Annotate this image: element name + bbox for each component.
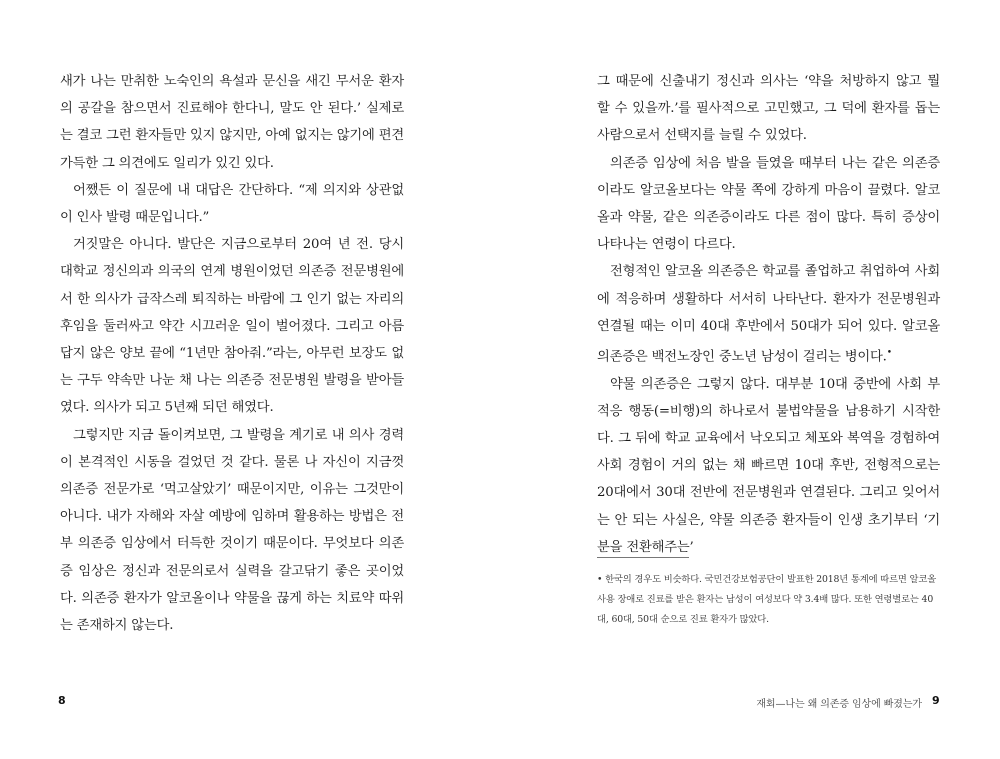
page-number: 9	[932, 694, 940, 707]
paragraph: 의존증 임상에 처음 발을 들였을 때부터 나는 같은 의존증이라도 알코올보다는 약물 쪽에 강하게 마음이 끌렸다. 알코올과 약물, 같은 의존증이라도 다른 점이 많다. 특히 증상이 나타나는 연령이 다르다.	[597, 155, 940, 253]
right-page	[500, 0, 1000, 759]
paragraph: 거짓말은 아니다. 발단은 지금으로부터 20여 년 전. 당시 대학교 정신의과 의국의 연계 병원이었던 의존증 전문병원에서 한 의사가 급작스레 퇴직하는 바람에 그 인기 없는 자리의 후임을 둘러싸고 약간 시끄러운 일이 벌어졌다. 그리고 아름답지 않은 양보 끝에 “1년만 참아줘.”라는, 아무런 보장도 없는 구두 약속만 나눈 채 나는 의존증 전문병원 발령을 받아들였다. 의사가 되고 5년째 되던 해였다.	[60, 237, 404, 416]
paragraph: 새가 나는 만취한 노숙인의 욕설과 문신을 새긴 무서운 환자의 공갈을 참으면서 진료해야 한다니, 말도 안 된다.’ 실제로는 결코 그런 환자들만 있지 않지만, 아예 없지는 않기에 편견 가득한 그 의견에도 일리가 있긴 있다.	[60, 74, 404, 171]
left-page-body	[60, 68, 404, 639]
paragraph: 약물 의존증은 그렇지 않다. 대부분 10대 중반에 사회 부적응 행동(=비행)의 하나로서 불법약물을 남용하기 시작한다. 그 뒤에 학교 교육에서 낙오되고 체포와 복역을 경험하여 사회 경험이 거의 없는 채 빠르면 10대 후반, 전형적으로는 20대에서 30대 전반에 전문병원과 연결된다. 그리고 잊어서는 안 되는 사실은, 약물 의존증 환자들이 인생 초기부터 ‘기분을 전환해주는’	[597, 376, 940, 555]
footnote-reference-marker: •	[886, 348, 892, 359]
right-page-body	[597, 68, 940, 561]
running-head: 재회—나는 왜 의존증 임상에 빠졌는가	[756, 699, 922, 710]
paragraph: 전형적인 알코올 의존증은 학교를 졸업하고 취업하여 사회에 적응하며 생활하다 서서히 나타난다. 환자가 전문병원과 연결될 때는 이미 40대 후반에서 50대가 되어 있다. 알코올 의존증은 백전노장인 중노년 남성이 걸리는 병이다.•	[597, 264, 940, 365]
page-number: 8	[58, 694, 66, 707]
footnote-divider	[597, 557, 689, 558]
footnote: • 한국의 경우도 비슷하다. 국민건강보험공단이 발표한 2018년 통계에 따르면 알코올 사용 장애로 진료를 받은 환자는 남성이 여성보다 약 3.4배 많다. 또한 연령별로는 40대, 60대, 50대 순으로 진료 환자가 많았다.	[597, 574, 937, 625]
paragraph: 어쨌든 이 질문에 내 대답은 간단하다. “제 의지와 상관없이 인사 발령 때문입니다.”	[60, 182, 404, 226]
paragraph: 그 때문에 신출내기 정신과 의사는 ‘약을 처방하지 않고 뭘 할 수 있을까.’를 필사적으로 고민했고, 그 덕에 환자를 돕는 사람으로서 선택지를 늘릴 수 있었다.	[597, 74, 940, 144]
paragraph: 그렇지만 지금 돌이켜보면, 그 발령을 계기로 내 의사 경력이 본격적인 시동을 걸었던 것 같다. 물론 나 자신이 지금껏 의존증 전문가로 ‘먹고살았기’ 때문이지만, 이유는 그것만이 아니다. 내가 자해와 자살 예방에 임하며 활용하는 방법은 전부 의존증 임상에서 터득한 것이기 때문이다. 무엇보다 의존증 임상은 정신과 전문의로서 실력을 갈고닦기 좋은 곳이었다. 의존증 환자가 알코올이나 약물을 끊게 하는 치료약 따위는 존재하지 않는다.	[60, 427, 404, 634]
